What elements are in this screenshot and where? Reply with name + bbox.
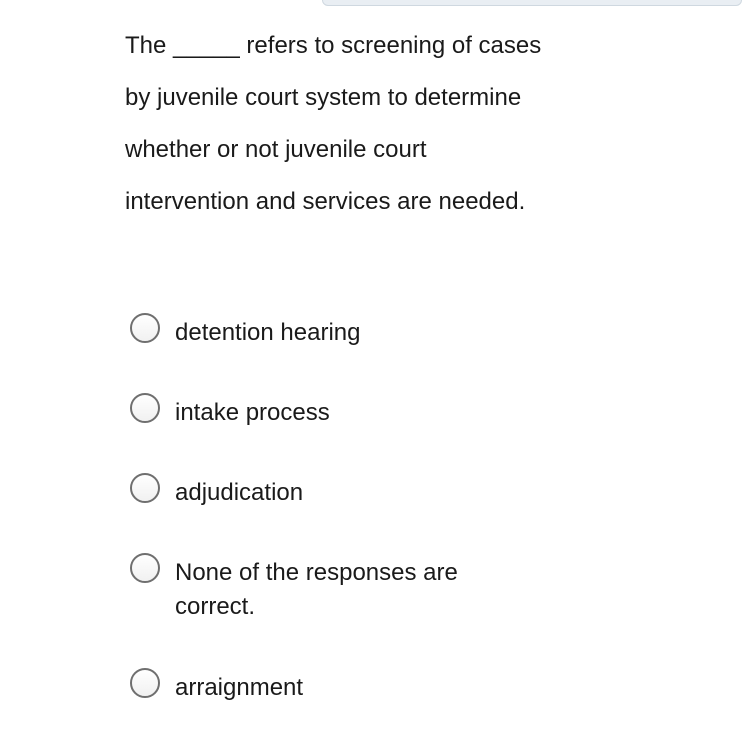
option-label[interactable]: intake process [175, 399, 330, 426]
radio-button[interactable] [130, 553, 160, 583]
radio-button[interactable] [130, 393, 160, 423]
option-label[interactable]: detention hearing [175, 319, 361, 346]
question-text: The _____ refers to screening of cases by juvenile court system to determine whether or not juvenile court intervention and services are needed. [125, 32, 542, 215]
top-panel-edge [322, 0, 742, 6]
radio-button[interactable] [130, 668, 160, 698]
radio-button[interactable] [130, 313, 160, 343]
option-label[interactable]: arraignment [175, 674, 304, 701]
option-label[interactable]: None of the responses are correct. [175, 559, 458, 620]
option-label[interactable]: adjudication [175, 479, 304, 506]
radio-button[interactable] [130, 473, 160, 503]
